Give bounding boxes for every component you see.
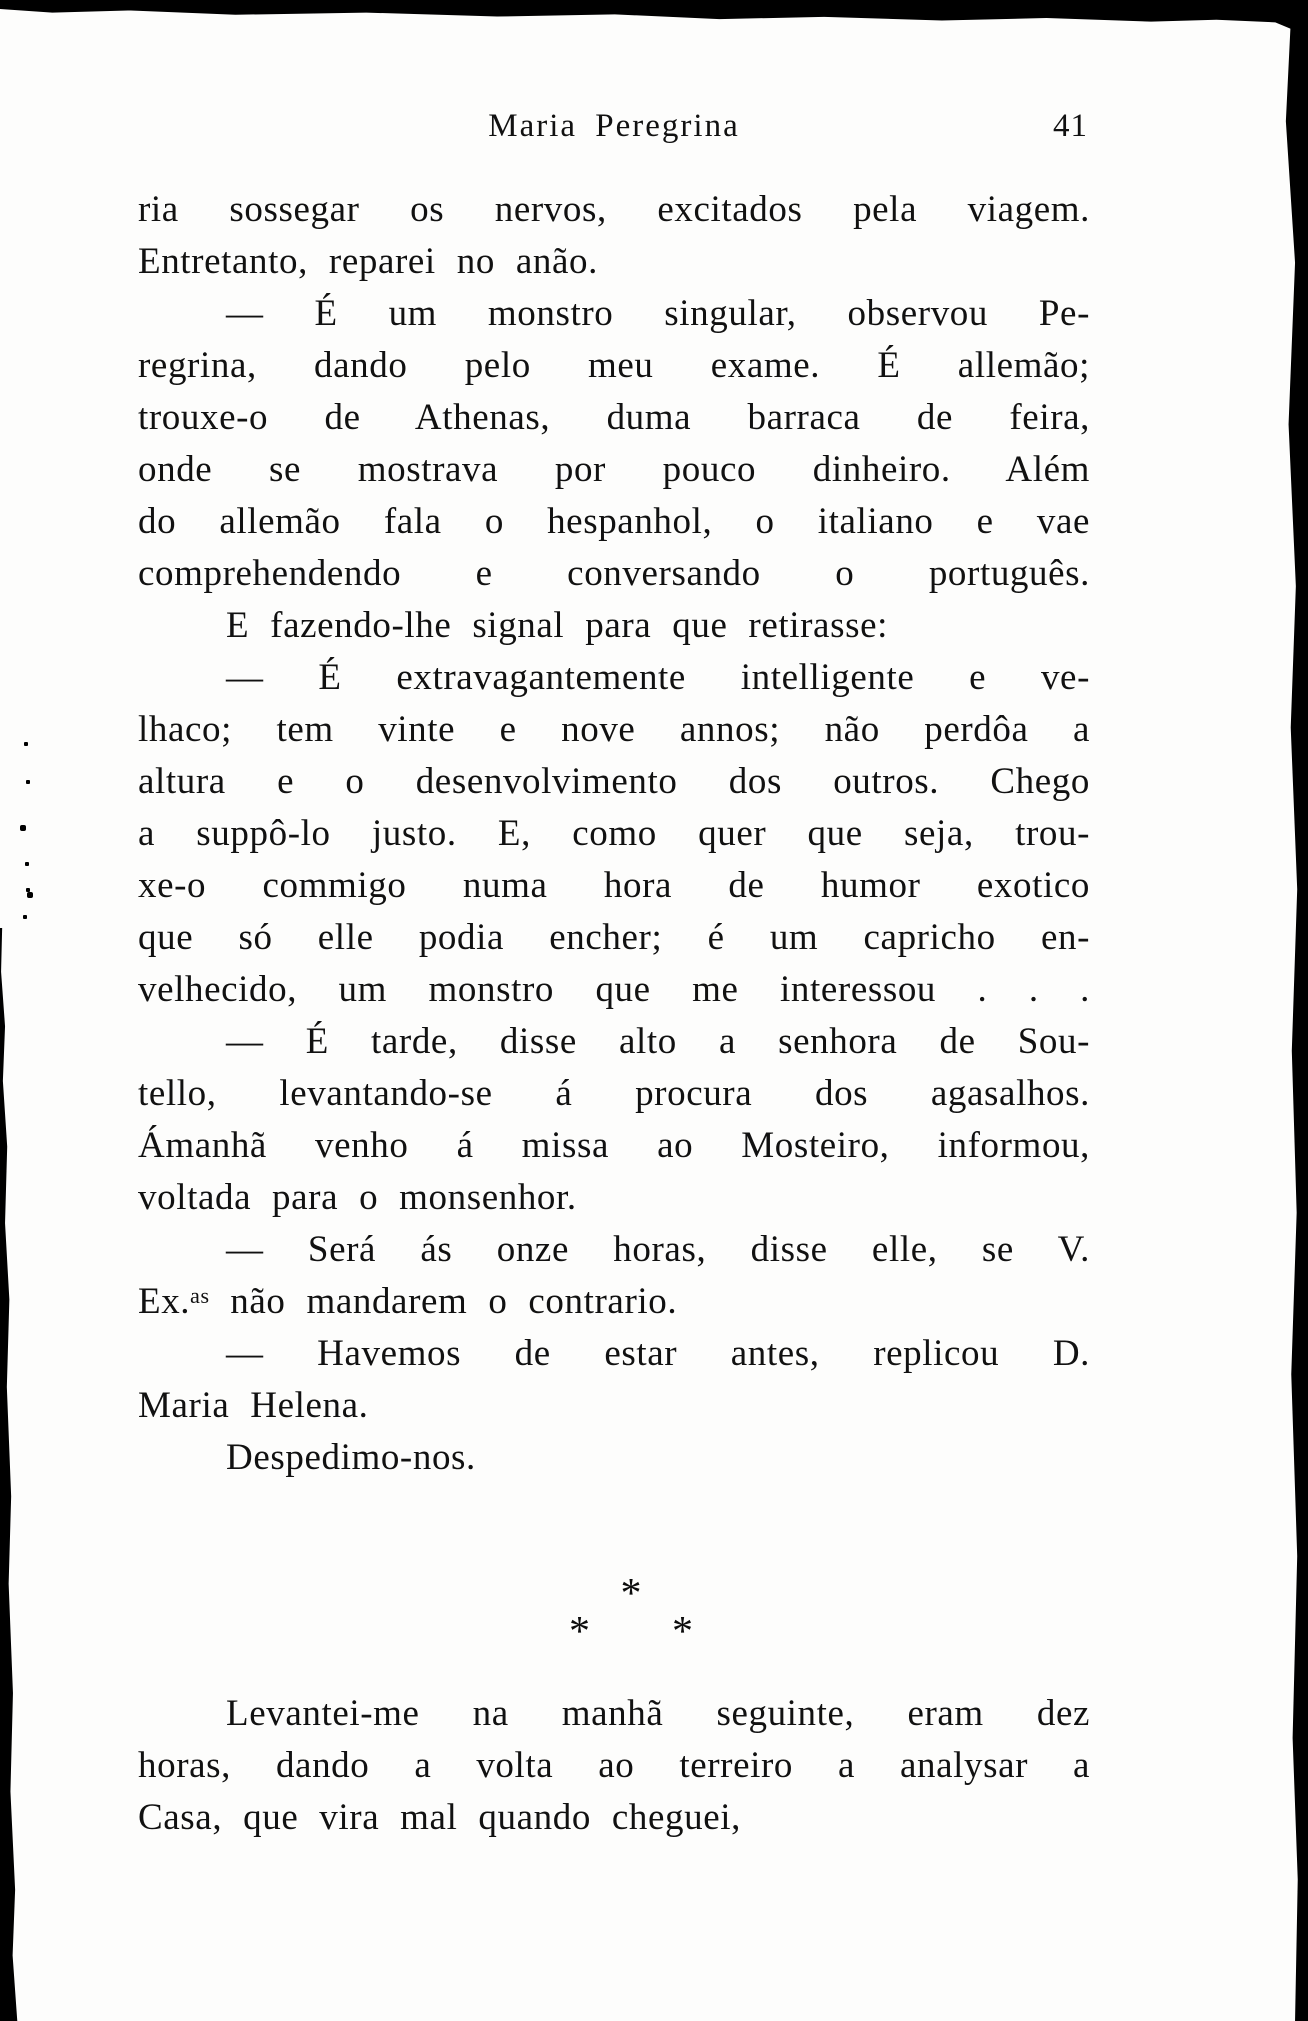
asterisk-row	[172, 1609, 1090, 1655]
body-paragraphs	[138, 184, 1090, 1484]
paragraph	[138, 652, 1090, 1016]
paragraph	[138, 600, 1090, 652]
paragraph	[138, 1688, 1090, 1844]
paragraph	[138, 1328, 1090, 1432]
text-line: que só elle podia encher; é um capricho en-	[138, 917, 1090, 958]
text-line: onde se mostrava por pouco dinheiro. Além	[138, 449, 1090, 490]
paragraph	[138, 184, 1090, 288]
text-line: — Havemos de estar antes, replicou D.	[226, 1333, 1090, 1374]
asterisk-icon: *	[569, 1609, 590, 1655]
text-line: trouxe-o de Athenas, duma barraca de feira,	[138, 397, 1090, 438]
asterisk-icon: *	[620, 1571, 642, 1617]
text-line: Ex.ᵃˢ não mandarem o contrario.	[138, 1281, 678, 1322]
asterisk-icon: *	[672, 1609, 693, 1655]
text-line: — É tarde, disse alto a senhora de Sou-	[226, 1021, 1090, 1062]
text-line: comprehendendo e conversando o português.	[138, 553, 1090, 594]
text-line: lhaco; tem vinte e nove annos; não perdôa a	[138, 709, 1090, 750]
page-number: 41	[1053, 108, 1088, 144]
running-header	[138, 104, 1090, 148]
text-line: altura e o desenvolvimento dos outros. Chego	[138, 761, 1090, 802]
text-line: horas, dando a volta ao terreiro a analysar a	[138, 1745, 1090, 1786]
paragraph	[138, 288, 1090, 600]
running-header-title: Maria Peregrina	[488, 108, 740, 144]
paragraph	[138, 1432, 1090, 1484]
closing-paragraphs	[138, 1688, 1090, 1844]
scan-artifact-top-edge	[0, 0, 1308, 36]
text-block	[138, 104, 1090, 1844]
text-line: Entretanto, reparei no anão.	[138, 241, 598, 282]
paragraph	[138, 1224, 1090, 1328]
scan-artifact-specks	[24, 742, 28, 746]
text-line: — Será ás onze horas, disse elle, se V.	[226, 1229, 1090, 1270]
scan-artifact-left-edge	[0, 928, 18, 2021]
text-line: — É um monstro singular, observou Pe-	[226, 293, 1090, 334]
text-line: — É extravagantemente intelligente e ve-	[226, 657, 1090, 698]
text-line: Despedimo-nos.	[226, 1437, 476, 1478]
paragraph	[138, 1016, 1090, 1224]
text-line: ria sossegar os nervos, excitados pela viagem.	[138, 189, 1090, 230]
text-line: Maria Helena.	[138, 1385, 369, 1426]
text-line: velhecido, um monstro que me interessou . . .	[138, 969, 1090, 1010]
text-line: a suppô-lo justo. E, como quer que seja, trou-	[138, 813, 1090, 854]
text-line: do allemão fala o hespanhol, o italiano e vae	[138, 501, 1090, 542]
text-line: Casa, que vira mal quando cheguei,	[138, 1797, 741, 1838]
text-line: tello, levantando-se á procura dos agasalhos.	[138, 1073, 1090, 1114]
section-separator	[172, 1571, 1090, 1655]
text-line: xe-o commigo numa hora de humor exotico	[138, 865, 1090, 906]
text-line: E fazendo-lhe signal para que retirasse:	[226, 605, 888, 646]
text-line: Levantei-me na manhã seguinte, eram dez	[226, 1693, 1090, 1734]
text-line: Ámanhã venho á missa ao Mosteiro, informou,	[138, 1125, 1090, 1166]
text-line: regrina, dando pelo meu exame. É allemão;	[138, 345, 1090, 386]
scan-artifact-right-edge	[1281, 0, 1308, 2021]
text-line: voltada para o monsenhor.	[138, 1177, 577, 1218]
